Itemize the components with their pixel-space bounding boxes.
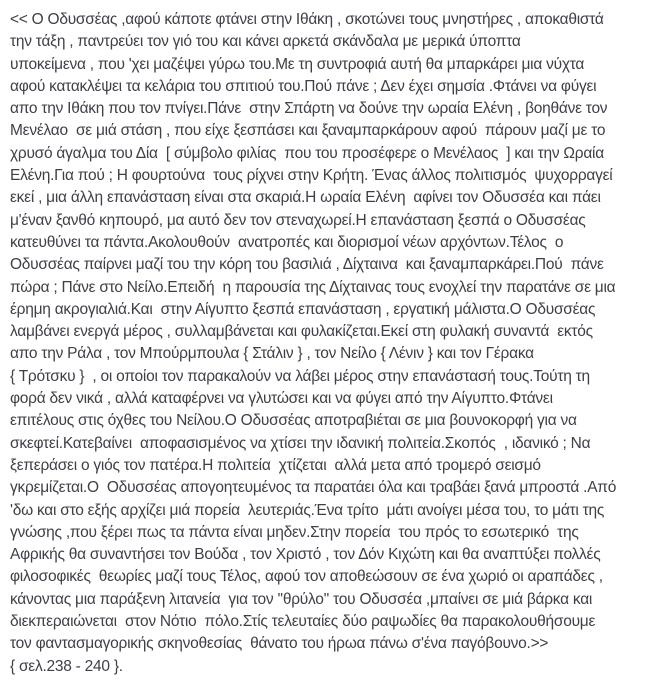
text-line: Αφρικής θα συναντήσει τον Βούδα , τον Χριστό , τον Δόν Κιχώτη και θα αναπτύξει πολλές [10, 546, 601, 564]
text-line: τον φαντασμαγορικής σκηνοθεσίας θάνατο του ήρωα πάνω σ'ένα παγόβουνο.>> [10, 635, 549, 653]
text-line: γνώσης ,που ξέρει πως τα πάντα είναι μηδεν.Στην πορεία του πρός το εσωτερικό της [10, 523, 579, 541]
text-line: αφού κατακλέψει τα κελάρια του σπιτιού του.Πού πάνε ; Δεν έχει σημσία .Φτάνει να φύγει [10, 77, 597, 95]
text-line: υποκείμενα , που 'χει μαζέψει γύρω του.Με τη συντροφιά αυτή θα μπαρκάρει μια νύχτα [10, 55, 585, 73]
text-line: ξεπεράσει ο γιός τον πατέρα.Η πολιτεία χτίζεται αλλά μετα από τρομερό σεισμό [10, 456, 541, 474]
text-line: διεκπεραιώνεται στον Νότιο πόλο.Στίς τελευταίες δύο ραψωδίες θα παρακολουθήσουμε [10, 613, 596, 631]
text-line: φιλοσοφικές θεωρίες μαζί τους Τέλος, αφού τον αποθεώσουν σε ένα χωριό οι αραπάδες , [10, 568, 603, 586]
paragraph-text [10, 9, 655, 678]
text-line: έρημη ακρογιαλιά.Και στην Αίγυπτο ξεσπά επανάσταση , εργατική μάλιστα.Ο Οδυσσέας [10, 300, 596, 318]
text-line: εκεί , μια άλλη επανάσταση είναι στα σκαριά.Η ωραία Ελένη αφίνει τον Οδυσσέα και πάει [10, 189, 601, 207]
text-line: απο την Ράλα , τον Μπούρμπουλα { Στάλιν } , τον Νείλο { Λένιν } και τον Γέρακα [10, 345, 534, 363]
text-line: λαμβάνει ενεργά μέρος , συλλαμβάνεται και φυλακίζεται.Εκεί στη φυλακή συναντά εκτός [10, 323, 593, 341]
text-line: σκεφτεί.Κατεβαίνει αποφασισμένος να χτίσει την ιδανική πολιτεία.Σκοπός , ιδανικό ; Να [10, 434, 591, 452]
text-line: 'δω και στο εξής αρχίζει μιά πορεία λευτεριάς.Ένα τρίτο μάτι ανοίγει μέσα του, το μάτι της [10, 501, 605, 519]
text-line: κάνοντας μια παράξενη λιτανεία για τον ''θρύλο'' του Οδυσσέα ,μπαίνει σε μιά βάρκα και [10, 590, 593, 608]
text-line: { Τρότσκυ } , οι οποίοι τον παρακαλούν να λάβει μέρος στην επανάστασή τους.Τούτη τη [10, 367, 590, 385]
text-line: επιτέλους στις όχθες του Νείλου.Ο Οδυσσέας αποτραβιέται σε μια βουνοκορφή για να [10, 412, 577, 430]
text-line: μ'έναν ξανθό κηπουρό, μα αυτό δεν τον στεναχωρεί.Η επανάσταση ξεσπά ο Οδυσσέας [10, 211, 586, 229]
text-line: κατευθύνει τα πάντα.Ακολουθούν ανατροπές και διορισμοί νέων αρχόντων.Τέλος ο [10, 233, 564, 251]
text-line: χρυσό άγαλμα του Δία [ σύμβολο φιλίας που του προσέφερε ο Μενέλαος ] και την Ωραία [10, 144, 604, 162]
text-line: πώρα ; Πάνε στο Νείλο.Επειδή η παρουσία της Δίχταινας τους ενοχλεί την παρατάνε σε μια [10, 278, 616, 296]
text-line: << Ο Οδυσσέας ,αφού κάποτε φτάνει στην Ιθάκη , σκοτώνει τους μνηστήρες , αποκαθιστά [10, 11, 604, 28]
text-line: Ελένη.Για πού ; Η φουρτούνα τους ρίχνει στην Κρήτη. Ένας άλλος πολιτισμός ψυχορραγεί [10, 167, 613, 185]
text-line: { σελ.238 - 240 }. [10, 657, 123, 675]
text-line: την τάξη , παντρεύει τον γιό του και κάνει αρκετά σκάνδαλα με μερικά ύποπτα [10, 33, 521, 51]
text-line: γκρεμίζεται.Ο Οδυσσέας απογοητευμένος τα παρατάει όλα και τραβάει ξανά μπροστά .Από [10, 479, 617, 497]
text-line: απο την Ιθάκη που τον πνίγει.Πάνε στην Σπάρτη να δούνε την ωραία Ελένη , βοηθάνε τον [10, 100, 608, 118]
text-line: Μενέλαο σε μιά στάση , που είχε ξεσπάσει και ξαναμπαρκάρουν αφού πάρουν μαζί με το [10, 122, 606, 140]
text-line: Οδυσσέας παίρνει μαζί του την κόρη του βασιλιά , Δίχταινα και ξαναμπαρκάρει.Πού πάνε [10, 256, 604, 274]
text-line: φορά δεν νικά , αλλά καταφέρνει να γλυτώσει και να φύγει από την Αίγυπτο.Φτάνει [10, 390, 553, 408]
